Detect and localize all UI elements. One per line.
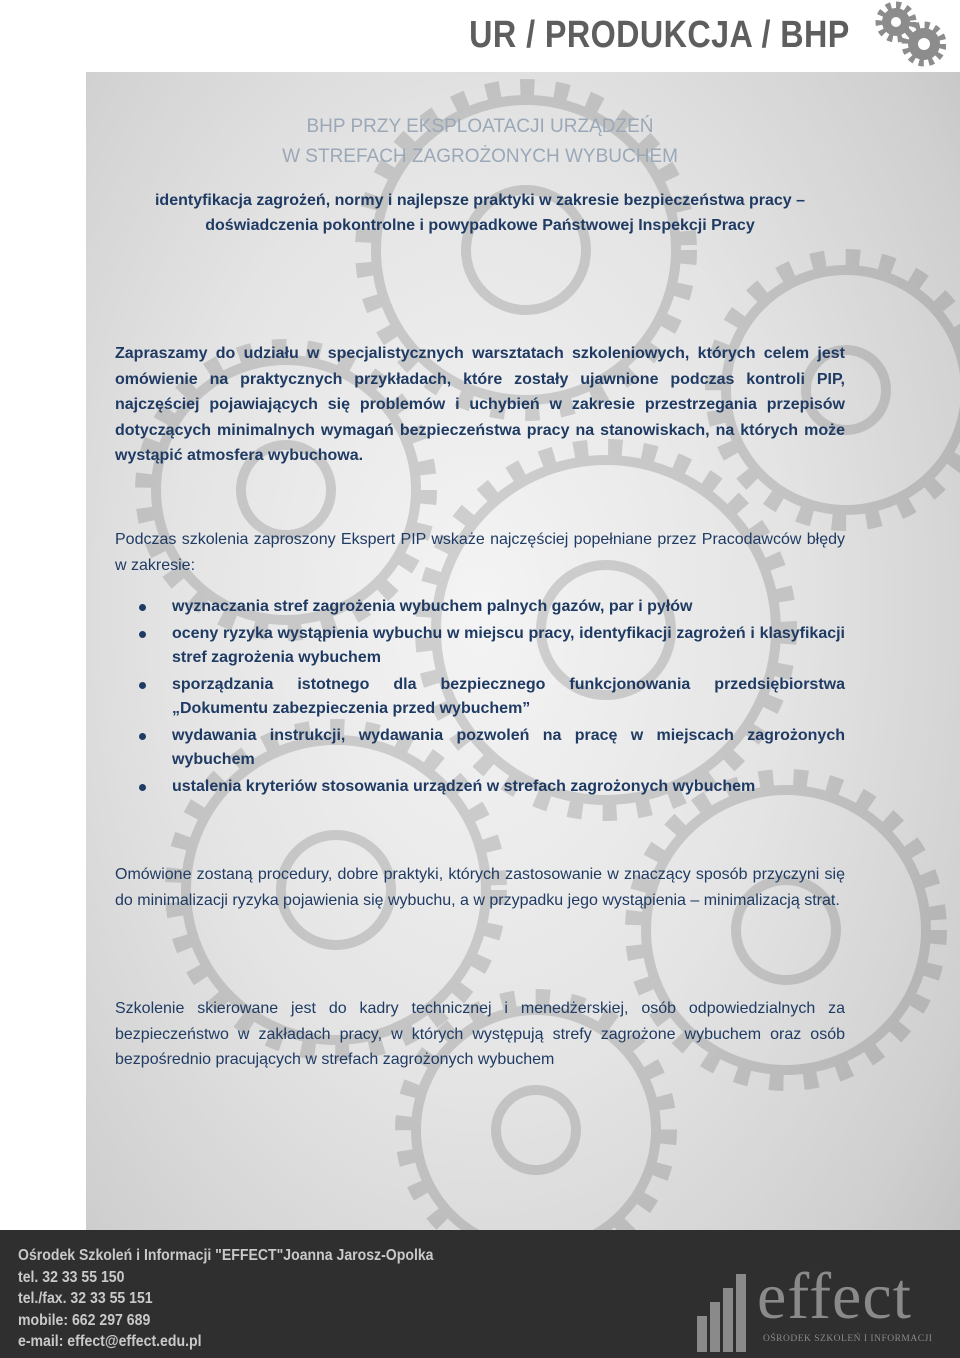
intro-paragraph: Zapraszamy do udziału w specjalistycznych warsztatach szkoleniowych, których celem jest omówienie na praktycznych przykładach, które zostały ujawnione podczas kontroli PIP, najczęściej pojawiających się problemów i uchybień w zakresie przestrzegania przepisów dotyczących minimalnych wymagań bezpieczeństwa pracy na stanowiskach, na których może wystąpić atmosfera wybuchowa. <box>115 345 845 464</box>
list-item <box>115 622 845 670</box>
list-item-text: ustalenia kryteriów stosowania urządzeń w strefach zagrożonych wybuchem <box>172 778 756 795</box>
fax-number: tel./fax. 32 33 55 151 <box>18 1290 153 1307</box>
logo-bars-icon <box>695 1264 757 1352</box>
bullet-icon <box>139 682 146 689</box>
list-item-text: wyznaczania stref zagrożenia wybuchem palnych gazów, par i pyłów <box>172 598 693 615</box>
document-title-line-1: BHP PRZY EKSPLOATACJI URZĄDZEŃ <box>306 116 654 137</box>
procedures-paragraph: Omówione zostaną procedury, dobre praktyki, których zastosowanie w znaczący sposób przyczyni się do minimalizacji ryzyka pojawienia się wybuchu, a w przypadku jego wystąpienia – minimalizacją strat. <box>115 866 845 909</box>
list-item <box>115 775 845 799</box>
list-item <box>115 724 845 772</box>
bullet-icon <box>139 631 146 638</box>
logo-wordmark: effect <box>757 1260 912 1333</box>
effect-logo <box>695 1258 945 1358</box>
bullet-icon <box>139 784 146 791</box>
list-item <box>115 595 845 619</box>
audience-paragraph: Szkolenie skierowane jest do kadry technicznej i menedżerskiej, osób odpowiedzialnych za bezpieczeństwo w zakładach pracy, w których występują strefy zagrożone wybuchem oraz osób bezpośrednio pracujących w strefach zagrożonych wybuchem <box>115 1000 845 1068</box>
list-item-text: oceny ryzyka wystąpienia wybuchu w miejscu pracy, identyfikacji zagrożeń i klasyfikacji stref zagrożenia wybuchem <box>172 625 845 666</box>
subtitle-line-2: doświadczenia pokontrolne i powypadkowe Państwowej Inspekcji Pracy <box>205 217 755 234</box>
organization-name: Ośrodek Szkoleń i Informacji "EFFECT"Joanna Jarosz-Opolka <box>18 1247 434 1264</box>
list-item-text: sporządzania istotnego dla bezpiecznego funkcjonowania przedsiębiorstwa „Dokumentu zabezpieczenia przed wybuchem” <box>172 676 845 717</box>
gears-icon <box>866 0 946 72</box>
list-item <box>115 673 845 721</box>
header-title: UR / PRODUKCJA / BHP <box>469 14 850 56</box>
subtitle-line-1: identyfikacja zagrożeń, normy i najlepsze praktyki w zakresie bezpieczeństwa pracy – <box>154 192 806 209</box>
list-item-text: wydawania instrukcji, wydawania pozwoleń na pracę w miejscach zagrożonych wybuchem <box>172 727 845 768</box>
document-title-line-2: W STREFACH ZAGROŻONYCH WYBUCHEM <box>282 146 678 167</box>
logo-subtitle: OŚRODEK SZKOLEŃ I INFORMACJI <box>763 1334 933 1344</box>
contact-block <box>18 1245 434 1353</box>
email-address: e-mail: effect@effect.edu.pl <box>18 1333 202 1350</box>
bullet-icon <box>139 733 146 740</box>
error-areas-list <box>115 595 845 802</box>
expert-intro-paragraph: Podczas szkolenia zaproszony Ekspert PIP wskaże najczęściej popełniane przez Pracodawców błędy w zakresie: <box>115 531 845 574</box>
mobile-number: mobile: 662 297 689 <box>18 1311 151 1329</box>
phone-number: tel. 32 33 55 150 <box>18 1268 125 1286</box>
bullet-icon <box>139 604 146 611</box>
left-margin-strip <box>0 72 86 1230</box>
